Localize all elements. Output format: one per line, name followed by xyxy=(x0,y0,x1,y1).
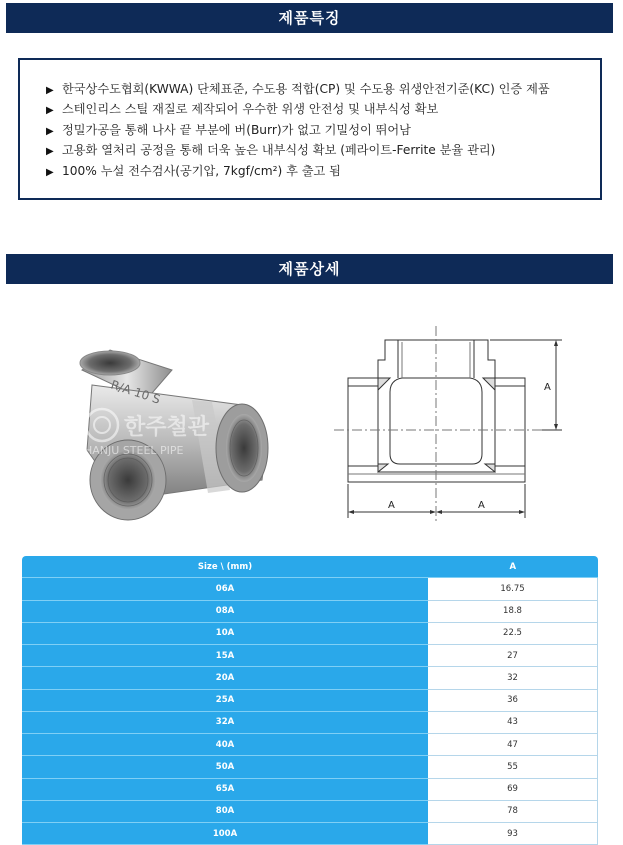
table-row xyxy=(22,823,598,845)
triangle-bullet-icon: ▶ xyxy=(46,125,54,137)
table-row xyxy=(22,600,598,622)
table-row xyxy=(22,622,598,644)
size-cell: 100A xyxy=(22,823,428,845)
feature-item: ▶ 고용화 열처리 공정을 통해 더욱 높은 내부식성 확보 (페라이트-Ferrite 분율 관리) xyxy=(46,141,600,161)
size-table xyxy=(22,556,598,845)
tee-fitting-photo xyxy=(62,330,282,530)
a-value-cell: 93 xyxy=(428,823,598,845)
feature-item: ▶ 100% 누설 전수검사(공기압, 7kgf/cm²) 후 출고 됨 xyxy=(46,162,600,182)
size-cell: 06A xyxy=(22,578,428,600)
size-cell: 15A xyxy=(22,645,428,667)
a-value-cell: 69 xyxy=(428,778,598,800)
feature-item: ▶ 한국상수도협회(KWWA) 단체표준, 수도용 적합(CP) 및 수도용 위생안전기준(KC) 인증 제품 xyxy=(46,80,600,100)
dimension-label: A xyxy=(388,500,395,511)
size-cell: 25A xyxy=(22,689,428,711)
size-cell: 32A xyxy=(22,711,428,733)
a-value-cell: 16.75 xyxy=(428,578,598,600)
a-value-cell: 27 xyxy=(428,645,598,667)
table-row xyxy=(22,689,598,711)
svg-text:HANJU STEEL PIPE: HANJU STEEL PIPE xyxy=(84,444,184,457)
triangle-bullet-icon: ▶ xyxy=(46,105,54,117)
table-row xyxy=(22,711,598,733)
dimension-label: A xyxy=(478,500,485,511)
a-value-cell: 36 xyxy=(428,689,598,711)
size-cell: 10A xyxy=(22,622,428,644)
size-cell: 08A xyxy=(22,600,428,622)
size-cell: 65A xyxy=(22,778,428,800)
features-heading: 제품특징 xyxy=(6,3,613,33)
details-heading: 제품상세 xyxy=(6,254,613,284)
triangle-bullet-icon: ▶ xyxy=(46,146,54,158)
svg-text:R/A 10 S: R/A 10 S xyxy=(109,377,163,407)
a-column-header: A xyxy=(428,556,598,578)
a-value-cell: 43 xyxy=(428,711,598,733)
features-box xyxy=(18,58,602,200)
a-value-cell: 22.5 xyxy=(428,622,598,644)
triangle-bullet-icon: ▶ xyxy=(46,166,54,178)
dimension-label: A xyxy=(544,382,551,393)
table-row xyxy=(22,756,598,778)
triangle-bullet-icon: ▶ xyxy=(46,85,54,96)
feature-item: ▶ 정밀가공을 통해 나사 끝 부분에 버(Burr)가 없고 기밀성이 뛰어남 xyxy=(46,121,600,141)
table-row xyxy=(22,734,598,756)
size-column-header: Size \ (mm) xyxy=(22,556,428,578)
size-cell: 80A xyxy=(22,800,428,822)
table-header-row xyxy=(22,556,598,578)
size-cell: 20A xyxy=(22,667,428,689)
table-row xyxy=(22,667,598,689)
svg-text:한주철관: 한주철관 xyxy=(124,415,210,440)
size-cell: 50A xyxy=(22,756,428,778)
size-cell: 40A xyxy=(22,734,428,756)
table-row xyxy=(22,778,598,800)
feature-item: ▶ 스테인리스 스틸 재질로 제작되어 우수한 위생 안전성 및 내부식성 확보 xyxy=(46,100,600,120)
table-row xyxy=(22,800,598,822)
a-value-cell: 78 xyxy=(428,800,598,822)
table-row xyxy=(22,578,598,600)
table-row xyxy=(22,645,598,667)
a-value-cell: 55 xyxy=(428,756,598,778)
a-value-cell: 18.8 xyxy=(428,600,598,622)
tee-dimension-drawing xyxy=(330,322,570,522)
a-value-cell: 32 xyxy=(428,667,598,689)
a-value-cell: 47 xyxy=(428,734,598,756)
